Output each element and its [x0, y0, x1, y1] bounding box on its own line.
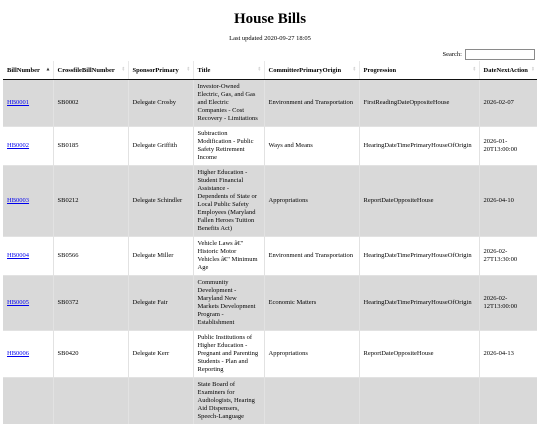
next-action-cell [479, 378, 537, 424]
column-header-progression[interactable] [359, 61, 479, 80]
title-cell: State Board of Examiners for Audiologists, Hearing Aid Dispensers, Speech-Language [193, 378, 264, 424]
column-header-billnumber[interactable] [3, 61, 53, 80]
crossfile-cell [53, 378, 128, 424]
bill-number-cell [3, 127, 53, 166]
committee-cell: Economic Matters [264, 276, 359, 331]
committee-cell: Environment and Transportation [264, 237, 359, 276]
page-title: House Bills [0, 0, 540, 28]
sponsor-cell: Delegate Miller [128, 237, 193, 276]
next-action-cell: 2026-02-12T13:00:00 [479, 276, 537, 331]
next-action-cell: 2026-01-20T13:00:00 [479, 127, 537, 166]
column-header-label: DateNextAction [484, 67, 528, 74]
next-action-cell: 2026-04-13 [479, 331, 537, 378]
table-row [3, 276, 537, 331]
bill-number-cell [3, 276, 53, 331]
bill-link[interactable]: HB0002 [7, 142, 29, 149]
crossfile-cell: SB0420 [53, 331, 128, 378]
bill-number-cell [3, 237, 53, 276]
search-label: Search: [443, 51, 463, 58]
progression-cell [359, 378, 479, 424]
bill-link[interactable]: HB0001 [7, 99, 29, 106]
sponsor-cell: Delegate Kerr [128, 331, 193, 378]
column-header-crossfilebillnumber[interactable] [53, 61, 128, 80]
title-cell: Higher Education - Student Financial Assistance - Dependents of State or Local Public Safety Employees (Maryland Fallen Heroes Tuition Benefits Act) [193, 166, 264, 237]
column-header-label: Progression [364, 67, 397, 74]
crossfile-cell: SB0566 [53, 237, 128, 276]
column-header-label: CrossfileBillNumber [58, 67, 115, 74]
title-cell: Vehicle Laws â€" Historic Motor Vehicles â€" Minimum Age [193, 237, 264, 276]
sponsor-cell [128, 378, 193, 424]
search-bar [443, 49, 536, 60]
table-row [3, 378, 537, 424]
table-row [3, 166, 537, 237]
sort-ascending-icon: ▲ [46, 68, 51, 73]
column-header-sponsorprimary[interactable] [128, 61, 193, 80]
table-header-row [3, 61, 537, 80]
table-row [3, 80, 537, 127]
title-cell: Community Development - Maryland New Markets Development Program - Establishment [193, 276, 264, 331]
sort-icon: ⇕ [352, 68, 356, 73]
progression-cell: ReportDateOppositeHouse [359, 331, 479, 378]
sort-icon: ⇕ [531, 68, 535, 73]
bill-link[interactable]: HB0006 [7, 350, 29, 357]
search-input[interactable] [465, 49, 535, 60]
committee-cell: Environment and Transportation [264, 80, 359, 127]
bill-number-cell [3, 80, 53, 127]
bill-link[interactable]: HB0003 [7, 197, 29, 204]
committee-cell: Ways and Means [264, 127, 359, 166]
bill-link[interactable]: HB0004 [7, 252, 29, 259]
column-header-label: SponsorPrimary [133, 67, 179, 74]
sort-icon: ⇕ [186, 68, 190, 73]
table-row [3, 331, 537, 378]
committee-cell [264, 378, 359, 424]
column-header-label: BillNumber [7, 67, 40, 74]
title-cell: Subtraction Modification - Public Safety Retirement Income [193, 127, 264, 166]
sponsor-cell: Delegate Crosby [128, 80, 193, 127]
bill-number-cell [3, 378, 53, 424]
title-cell: Investor-Owned Electric, Gas, and Gas and Electric Companies - Cost Recovery - Limitations [193, 80, 264, 127]
column-header-title[interactable] [193, 61, 264, 80]
progression-cell: HearingDateTimePrimaryHouseOfOrigin [359, 276, 479, 331]
progression-cell: HearingDateTimePrimaryHouseOfOrigin [359, 127, 479, 166]
table-row [3, 127, 537, 166]
sort-icon: ⇕ [472, 68, 476, 73]
progression-cell: FirstReadingDateOppositeHouse [359, 80, 479, 127]
sort-icon: ⇕ [121, 68, 125, 73]
next-action-cell: 2026-02-27T13:30:00 [479, 237, 537, 276]
crossfile-cell: SB0372 [53, 276, 128, 331]
column-header-label: Title [198, 67, 211, 74]
sponsor-cell: Delegate Fair [128, 276, 193, 331]
committee-cell: Appropriations [264, 166, 359, 237]
table-row [3, 237, 537, 276]
crossfile-cell: SB0002 [53, 80, 128, 127]
progression-cell: HearingDateTimePrimaryHouseOfOrigin [359, 237, 479, 276]
sort-icon: ⇕ [257, 68, 261, 73]
column-header-committeeprimaryorigin[interactable] [264, 61, 359, 80]
bill-link[interactable]: HB0005 [7, 299, 29, 306]
next-action-cell: 2026-04-10 [479, 166, 537, 237]
next-action-cell: 2026-02-07 [479, 80, 537, 127]
bill-number-cell [3, 331, 53, 378]
sponsor-cell: Delegate Schindler [128, 166, 193, 237]
crossfile-cell: SB0212 [53, 166, 128, 237]
column-header-datenextaction[interactable] [479, 61, 537, 80]
sponsor-cell: Delegate Griffith [128, 127, 193, 166]
title-cell: Public Institutions of Higher Education - Pregnant and Parenting Students - Plan and Reporting [193, 331, 264, 378]
progression-cell: ReportDateOppositeHouse [359, 166, 479, 237]
bills-table [3, 61, 537, 424]
last-updated-text: Last updated 2020-09-27 18:05 [0, 35, 540, 43]
crossfile-cell: SB0185 [53, 127, 128, 166]
bill-number-cell [3, 166, 53, 237]
committee-cell: Appropriations [264, 331, 359, 378]
column-header-label: CommitteePrimaryOrigin [269, 67, 342, 74]
table-body [3, 80, 537, 424]
